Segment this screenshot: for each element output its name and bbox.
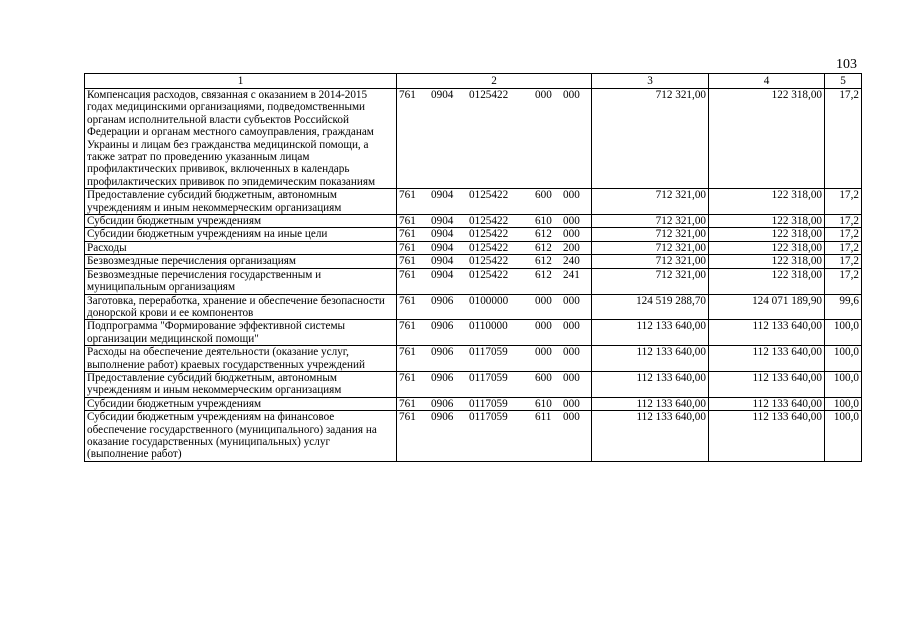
row-value-col3: 112 133 640,00	[592, 411, 709, 462]
code-part: 761	[399, 371, 416, 384]
row-value-col3: 112 133 640,00	[592, 371, 709, 397]
row-value-col5: 100,0	[825, 371, 862, 397]
row-codes	[397, 89, 592, 189]
table-row	[85, 371, 862, 397]
row-codes	[397, 294, 592, 320]
row-value-col4: 122 318,00	[709, 89, 825, 189]
row-value-col4: 122 318,00	[709, 268, 825, 294]
row-value-col3: 112 133 640,00	[592, 397, 709, 410]
code-part: 0117059	[469, 397, 508, 410]
code-part: 0906	[431, 411, 454, 424]
page-number: 103	[836, 57, 857, 72]
code-part: 761	[399, 320, 416, 333]
code-part: 0906	[431, 346, 454, 359]
code-part: 761	[399, 397, 416, 410]
row-value-col4: 122 318,00	[709, 215, 825, 228]
row-value-col5: 100,0	[825, 320, 862, 346]
code-part: 600	[535, 189, 552, 202]
code-part: 000	[563, 346, 580, 359]
row-value-col3: 124 519 288,70	[592, 294, 709, 320]
row-value-col4: 122 318,00	[709, 189, 825, 215]
code-part: 000	[535, 294, 552, 307]
code-part: 761	[399, 294, 416, 307]
row-name: Субсидии бюджетным учреждениям	[85, 215, 397, 228]
code-part: 0904	[431, 228, 454, 241]
header-col-4: 4	[709, 74, 825, 89]
row-codes	[397, 411, 592, 462]
row-value-col5: 100,0	[825, 397, 862, 410]
code-part: 761	[399, 241, 416, 254]
code-part: 761	[399, 189, 416, 202]
row-value-col3: 712 321,00	[592, 89, 709, 189]
row-value-col5: 17,2	[825, 255, 862, 268]
code-part: 612	[535, 228, 552, 241]
code-part: 0125422	[469, 228, 509, 241]
row-name: Расходы	[85, 241, 397, 254]
row-value-col5: 17,2	[825, 215, 862, 228]
code-part: 761	[399, 411, 416, 424]
row-name: Компенсация расходов, связанная с оказанием в 2014-2015 годах медицинскими организациями, подведомственными органам исполнительной власти субъектов Российской Федерации и органам местного самоуправления, гражданам Украины и лицам без гражданства медицинской помощи, а также затрат по проведению указанным лицам профилактических прививок, включенных в календарь профилактических прививок по эпидемическим показаниям	[85, 89, 397, 189]
row-value-col4: 112 133 640,00	[709, 371, 825, 397]
code-part: 0904	[431, 189, 454, 202]
code-part: 0904	[431, 215, 454, 228]
code-part: 611	[535, 411, 552, 424]
table-row	[85, 89, 862, 189]
row-value-col5: 99,6	[825, 294, 862, 320]
row-value-col5: 17,2	[825, 189, 862, 215]
row-codes	[397, 255, 592, 268]
row-codes	[397, 397, 592, 410]
code-part: 000	[563, 215, 580, 228]
row-value-col5: 17,2	[825, 89, 862, 189]
row-name: Подпрограмма "Формирование эффективной системы организации медицинской помощи"	[85, 320, 397, 346]
table-row	[85, 397, 862, 410]
code-part: 0906	[431, 320, 454, 333]
row-value-col3: 712 321,00	[592, 268, 709, 294]
table-row	[85, 241, 862, 254]
code-part: 000	[563, 294, 580, 307]
table-row	[85, 294, 862, 320]
code-part: 000	[563, 228, 580, 241]
code-part: 0904	[431, 89, 454, 101]
code-part: 000	[563, 371, 580, 384]
table-row	[85, 189, 862, 215]
row-value-col3: 112 133 640,00	[592, 320, 709, 346]
code-part: 761	[399, 228, 416, 241]
row-codes	[397, 228, 592, 241]
code-part: 241	[563, 268, 580, 281]
row-value-col5: 17,2	[825, 228, 862, 241]
code-part: 000	[535, 346, 552, 359]
code-part: 0125422	[469, 89, 509, 101]
code-part: 0906	[431, 397, 454, 410]
row-value-col4: 122 318,00	[709, 241, 825, 254]
code-part: 0904	[431, 241, 454, 254]
row-value-col5: 100,0	[825, 411, 862, 462]
row-value-col3: 712 321,00	[592, 215, 709, 228]
row-value-col4: 122 318,00	[709, 255, 825, 268]
table-row	[85, 255, 862, 268]
header-col-3: 3	[592, 74, 709, 89]
code-part: 000	[563, 189, 580, 202]
code-part: 612	[535, 241, 552, 254]
row-name: Субсидии бюджетным учреждениям на иные цели	[85, 228, 397, 241]
row-name: Предоставление субсидий бюджетным, автономным учреждениям и иным некоммерческим организациям	[85, 371, 397, 397]
table-row	[85, 268, 862, 294]
code-part: 0906	[431, 371, 454, 384]
code-part: 0904	[431, 268, 454, 281]
row-value-col3: 712 321,00	[592, 255, 709, 268]
code-part: 612	[535, 268, 552, 281]
row-codes	[397, 241, 592, 254]
table-row	[85, 411, 862, 462]
row-value-col3: 712 321,00	[592, 228, 709, 241]
table-row	[85, 228, 862, 241]
row-value-col5: 17,2	[825, 268, 862, 294]
row-codes	[397, 268, 592, 294]
row-value-col4: 124 071 189,90	[709, 294, 825, 320]
header-col-1: 1	[85, 74, 397, 89]
code-part: 200	[563, 241, 580, 254]
row-name: Субсидии бюджетным учреждениям	[85, 397, 397, 410]
table-row	[85, 346, 862, 372]
row-name: Субсидии бюджетным учреждениям на финансовое обеспечение государственного (муниципального) задания на оказание государственных (муниципальных) услуг (выполнение работ)	[85, 411, 397, 462]
row-value-col3: 112 133 640,00	[592, 346, 709, 372]
row-value-col5: 100,0	[825, 346, 862, 372]
code-part: 0125422	[469, 268, 509, 281]
code-part: 000	[563, 89, 580, 101]
row-value-col4: 112 133 640,00	[709, 320, 825, 346]
row-codes	[397, 371, 592, 397]
code-part: 600	[535, 371, 552, 384]
header-col-2: 2	[397, 74, 592, 89]
code-part: 0125422	[469, 215, 509, 228]
header-col-5: 5	[825, 74, 862, 89]
row-codes	[397, 346, 592, 372]
code-part: 0125422	[469, 241, 509, 254]
row-value-col4: 112 133 640,00	[709, 346, 825, 372]
header-row	[85, 74, 862, 89]
row-codes	[397, 320, 592, 346]
row-name: Безвозмездные перечисления государственным и муниципальным организациям	[85, 268, 397, 294]
code-part: 761	[399, 89, 416, 101]
row-value-col4: 112 133 640,00	[709, 411, 825, 462]
code-part: 761	[399, 255, 416, 268]
code-part: 612	[535, 255, 552, 268]
code-part: 0906	[431, 294, 454, 307]
code-part: 0110000	[469, 320, 508, 333]
row-name: Безвозмездные перечисления организациям	[85, 255, 397, 268]
table-row	[85, 215, 862, 228]
row-codes	[397, 189, 592, 215]
code-part: 0904	[431, 255, 454, 268]
row-value-col3: 712 321,00	[592, 241, 709, 254]
code-part: 761	[399, 268, 416, 281]
code-part: 000	[563, 411, 580, 424]
code-part: 0125422	[469, 189, 509, 202]
code-part: 240	[563, 255, 580, 268]
code-part: 0100000	[469, 294, 509, 307]
row-value-col5: 17,2	[825, 241, 862, 254]
code-part: 0117059	[469, 371, 508, 384]
row-name: Заготовка, переработка, хранение и обеспечение безопасности донорской крови и ее компонентов	[85, 294, 397, 320]
code-part: 000	[535, 320, 552, 333]
code-part: 610	[535, 397, 552, 410]
code-part: 000	[535, 89, 552, 101]
row-value-col3: 712 321,00	[592, 189, 709, 215]
row-name: Расходы на обеспечение деятельности (оказание услуг, выполнение работ) краевых государственных учреждений	[85, 346, 397, 372]
code-part: 0117059	[469, 411, 508, 424]
code-part: 0125422	[469, 255, 509, 268]
code-part: 000	[563, 320, 580, 333]
code-part: 610	[535, 215, 552, 228]
code-part: 761	[399, 346, 416, 359]
code-part: 761	[399, 215, 416, 228]
code-part: 000	[563, 397, 580, 410]
budget-table	[84, 73, 862, 462]
row-name: Предоставление субсидий бюджетным, автономным учреждениям и иным некоммерческим организациям	[85, 189, 397, 215]
row-value-col4: 122 318,00	[709, 228, 825, 241]
row-value-col4: 112 133 640,00	[709, 397, 825, 410]
code-part: 0117059	[469, 346, 508, 359]
table-row	[85, 320, 862, 346]
row-codes	[397, 215, 592, 228]
